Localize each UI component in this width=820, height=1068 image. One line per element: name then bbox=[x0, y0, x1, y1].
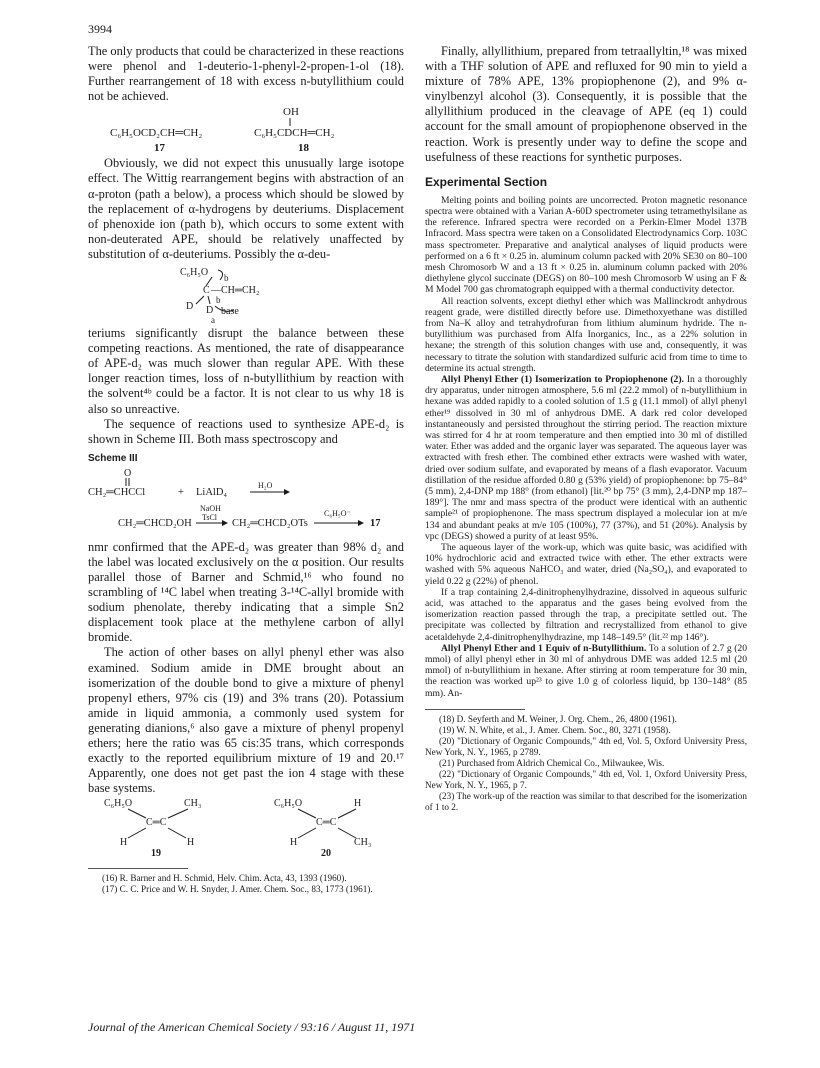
scheme-iii-title: Scheme III bbox=[88, 452, 138, 464]
footnote-16: (16) R. Barner and H. Schmid, Helv. Chim. Acta, 43, 1393 (1960). bbox=[102, 873, 347, 884]
mech-deuterium-1: D bbox=[186, 301, 194, 313]
s19-methyl: CH₃ bbox=[184, 798, 202, 810]
structure-17-formula: C₆H₅OCD₂CH═CH₂ bbox=[110, 127, 203, 140]
structure-17-label: 17 bbox=[154, 142, 165, 155]
right-column bbox=[425, 44, 747, 813]
scheme-naoh: NaOH bbox=[200, 503, 221, 513]
scheme-carbonyl-o: O bbox=[124, 467, 132, 479]
right-paragraph-1: Finally, allyllithium, prepared from tetraallyltin,¹⁸ was mixed with a THF solution of APE and refluxed for 90 min to yield a mixture of 78% APE, 13% propiophenone (2), and 9% α-vinylbenzyl alcohol (3). Consequently, it is possible that the allyllithium produced in the cleavage of APE (eq 1) could account for the small amount of propiophenone observed in the reaction. Work is presently under way to define the scope and usefulness of these reactions for synthetic purposes. bbox=[425, 44, 747, 164]
scheme-plus: + bbox=[178, 486, 184, 498]
scheme-iii bbox=[88, 466, 404, 540]
experimental-paragraph-4: The aqueous layer of the work-up, which was quite basic, was acidified with 10% hydrochloric acid and extracted twice with ether. The ether extracts were washed with 5% aqueous NaHCO₃ and water, dried (Na₂SO₄), and evaporated to yield 0.22 g (22%) of phenol. bbox=[425, 542, 747, 587]
footnote-22: (22) "Dictionary of Organic Compounds," 4th ed, Vol. 1, Oxford University Press, New York, N. Y., 1965, p 7. bbox=[425, 768, 747, 790]
experimental-paragraph-5: If a trap containing 2,4-dinitrophenylhydrazine, dissolved in aqueous sulfuric acid, was attached to the apparatus and the gases being evolved from the isomerization reaction passed through the trap, a precipitate settled out. The precipitate was collected by filtration and recrystallized from ethanol to give acetaldehyde 2,4-dinitrophenylhydrazine, mp 148–149.5° (lit.²² mp 146°). bbox=[425, 586, 747, 643]
left-paragraph-2: Obviously, we did not expect this unusually large isotope effect. The Wittig rearrangement begins with abstraction of an α-proton (path a below), a process which should be slowed by the replacement of α-hydrogens by deuteriums. Displacement of phenoxide ion (path b), which occurs to some extent with non-deuterated APE, should be relatively unaffected by substitution of α-deuteriums. Possibly the α-deu- bbox=[88, 156, 404, 261]
s19-phenoxy: C₆H₅O bbox=[104, 798, 133, 810]
structure-18-formula: C₆H₅CDCH═CH₂ bbox=[254, 127, 335, 140]
s19-h-right: H bbox=[187, 837, 195, 849]
structure-18-label: 18 bbox=[298, 142, 309, 155]
s20-h-bottom: H bbox=[290, 837, 298, 849]
s20-h-top: H bbox=[354, 798, 362, 810]
mech-carbon: C bbox=[203, 285, 210, 297]
mech-path-b-label-2: b bbox=[216, 295, 221, 306]
mechanism-diagram bbox=[88, 262, 404, 326]
experimental-paragraph-6 bbox=[425, 643, 747, 699]
procedure-heading-1-equiv: Allyl Phenyl Ether and 1 Equiv of n-Butyllithium. bbox=[441, 642, 647, 654]
left-paragraph-1: The only products that could be characterized in these reactions were phenol and 1-deuterio-1-phenyl-2-propen-1-ol (18). Further rearrangement of 18 with excess n-butyllithium could not be achieved. bbox=[88, 44, 404, 104]
s20-label: 20 bbox=[321, 848, 331, 859]
procedure-text-1-equiv: To a solution of 2.7 g (20 mmol) of allyl phenyl ether in 30 ml of anhydrous DME was added 12.5 ml (20 mmol) of n-butyllithium in hexane. After stirring at room temperature for 30 min, the reaction was worked up²³ to give 1.0 g of colorless liquid, bp 130–148° (85 mm). An- bbox=[425, 642, 747, 699]
left-paragraph-4: The sequence of reactions used to synthesize APE-d₂ is shown in Scheme III. Both mass spectroscopy and bbox=[88, 416, 404, 446]
footnote-19: (19) W. N. White, et al., J. Amer. Chem. Soc., 80, 3271 (1958). bbox=[439, 724, 671, 735]
mech-deuterium-2: D bbox=[206, 305, 214, 317]
procedure-heading-isomerization: Allyl Phenyl Ether (1) Isomerization to Propiophenone (2). bbox=[441, 374, 684, 385]
footnote-rule-right bbox=[425, 709, 525, 710]
s19-h-left: H bbox=[120, 837, 128, 849]
scheme-product-17: 17 bbox=[370, 517, 381, 529]
procedure-text-isomerization: In a thoroughly dry apparatus, under nitrogen atmosphere, 5.6 ml (22.2 mmol) of n-butyllithium in hexane was added rapidly to a cooled solution of 1.5 g (11.1 mmol) of allyl phenyl ether¹⁹ dissolved in 30 ml of anhydrous DME. A dark red color developed instantaneously and persisted throughout the stirring period. The reaction mixture was stirred for 4 hr at room temperature and then emptied into 30 ml of distilled water. Ether was added and the organic layer was separated. The aqueous layer was extracted with fresh ether. The combined ether extracts were washed with water, dried over sodium sulfate, and evaporated by means of a flash evaporator. Vacuum distillation of the residue afforded 0.80 g (53% yield) of propiophenone: bp 75–84° (5 mm), 2,4-DNP mp 188° (from ethanol) [lit.²⁰ bp 75° (3 mm), 2,4-DNP mp 187–189°]. The nmr and mass spectra of the product were identical with an authentic sample²¹ of propiophenone. The mass spectrum displayed a molecular ion at m/e 134 and abundant peaks at m/e 105 (100%), 77 (37%), and 51 (20%). Analysis by vpc (DEGS) showed a purity of at least 95%. bbox=[425, 374, 747, 542]
s20-double-bond: C═C bbox=[316, 817, 337, 829]
left-column bbox=[88, 44, 404, 895]
experimental-paragraph-3 bbox=[425, 374, 747, 542]
footnote-18: (18) D. Seyferth and M. Weiner, J. Org. Chem., 26, 4800 (1961). bbox=[439, 713, 677, 724]
left-paragraph-5: nmr confirmed that the APE-d₂ was greater than 98% d₂ and the label was located exclusively on the α position. Our results parallel those of Barner and Schmid,¹⁶ who found no scrambling of ¹⁴C label when treating 3-¹⁴C-allyl bromide with sodium phenolate, thereby indicating that a simple Sn2 displacement took place at the methylene carbon of allyl bromide. bbox=[88, 539, 404, 645]
mech-phenoxy: C₆H₅O bbox=[180, 267, 209, 279]
left-paragraph-6: The action of other bases on allyl phenyl ether was also examined. Sodium amide in DME brought about an isomerization of the double bond to give a mixture of phenyl propenyl ethers, 97% cis (19) and 3% trans (20). Potassium amide in liquid ammonia, a commonly used system for generating dianions,⁶ also gave a mixture of phenyl propenyl ethers; here the ratio was 65 cis:35 trans, which corresponds exactly to the reported equilibrium mixture of 19 and 20.¹⁷ Apparently, one does not get past the ion 4 stage with these base systems. bbox=[88, 645, 404, 796]
experimental-section-heading: Experimental Section bbox=[425, 174, 548, 189]
structures-19-20 bbox=[88, 796, 404, 858]
mech-base: base bbox=[221, 306, 239, 318]
footnote-rule-left bbox=[88, 868, 188, 869]
scheme-phenoxide: C₆H₅O⁻ bbox=[324, 508, 351, 518]
structure-18-oh: OH bbox=[283, 106, 299, 119]
mech-path-a-label: a bbox=[211, 315, 215, 326]
footnote-17: (17) C. C. Price and W. H. Snyder, J. Amer. Chem. Soc., 83, 1773 (1961). bbox=[102, 884, 373, 895]
scheme-tscl: TsCl bbox=[202, 512, 217, 522]
s19-double-bond: C═C bbox=[146, 817, 167, 829]
footnote-20: (20) "Dictionary of Organic Compounds," 4th ed, Vol. 5, Oxford University Press, New York, N. Y., 1965, p 2789. bbox=[425, 735, 747, 757]
experimental-paragraph-2: All reaction solvents, except diethyl ether which was Mallinckrodt anhydrous reagent grade, were distilled directly before use. Dimethoxyethane was distilled from Na–K alloy and tetrahydrofuran from lithium aluminum hydride. The n-butyllithium was purchased from Alfa Inorganics, Inc., as a 22% solution in hexane; the strength of this solution changes with use and, consequently, it was necessary to titrate the solution with standardized sulfuric acid from time to time to determine its actual strength. bbox=[425, 295, 747, 374]
left-paragraph-3: teriums significantly disrupt the balance between these competing reactions. As mentioned, the rate of disappearance of APE-d₂ was much slower than regular APE. With these longer reaction times, loss of n-butyllithium by reaction with the solvent⁴ᵇ could be a factor. It is not clear to us why 18 is also so unreactive. bbox=[88, 326, 404, 416]
page-number: 3994 bbox=[88, 22, 112, 36]
s20-phenoxy: C₆H₅O bbox=[274, 798, 303, 810]
mech-vinyl: —CH═CH₂ bbox=[211, 285, 260, 297]
s19-label: 19 bbox=[151, 848, 161, 859]
scheme-tosylate: CH₂═CHCD₂OTs bbox=[232, 517, 308, 529]
footnote-23: (23) The work-up of the reaction was similar to that described for the isomerization of 1 to 2. bbox=[425, 790, 747, 812]
mech-path-b-label: b bbox=[224, 273, 229, 284]
s20-methyl: CH₃ bbox=[354, 837, 372, 849]
structures-17-18 bbox=[88, 104, 404, 156]
scheme-lialD4: LiAlD₄ bbox=[196, 486, 228, 498]
footnote-21: (21) Purchased from Aldrich Chemical Co., Milwaukee, Wis. bbox=[439, 757, 665, 768]
scheme-acryloyl-chloride: CH₂═CHCCl bbox=[88, 486, 146, 498]
experimental-paragraph-1: Melting points and boiling points are uncorrected. Proton magnetic resonance spectra were obtained with a Varian A-60D spectrometer using tetramethylsilane as the reference. Infrared spectra were recorded on a Perkin-Elmer Model 137B Infracord. Mass spectra were taken on a Consolidated Electrodynamics Corp. 103C mass spectrometer. Preparative and analytical analyses of liquid products were performed on a 6 ft × 0.25 in. aluminum column packed with 20% SE30 on 80–100 mesh Chromosorb W and a 13 ft × 0.25 in. aluminum column packed with 20% diethylene glycol succinate (DEGS) on 80–100 mesh Chromosorb W using an F & M Model 700 gas chromatograph equipped with a thermal conductivity detector. bbox=[425, 194, 747, 296]
scheme-h2o: H₂O bbox=[258, 480, 273, 490]
journal-footer: Journal of the American Chemical Society / 93:16 / August 11, 1971 bbox=[88, 1020, 416, 1034]
scheme-alcohol: CH₂═CHCD₂OH bbox=[118, 517, 192, 529]
